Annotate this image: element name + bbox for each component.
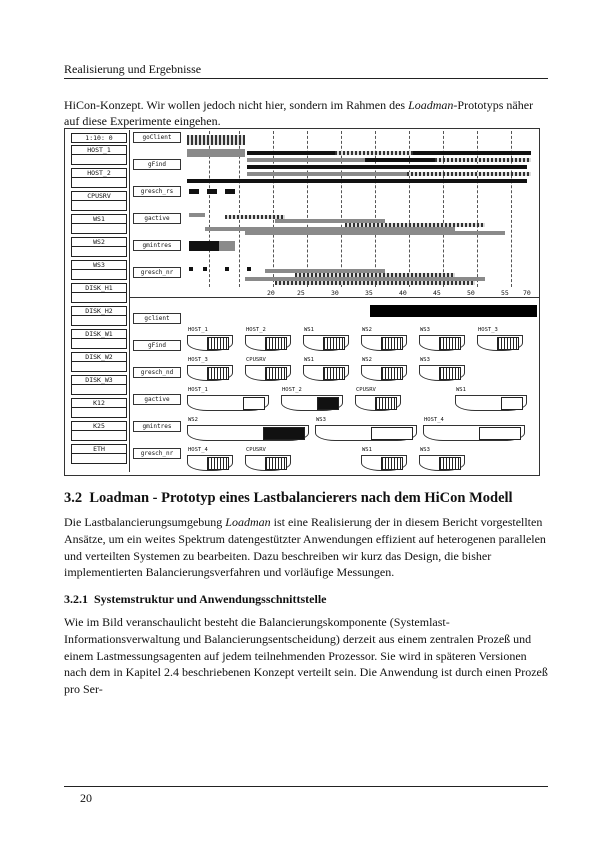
activity-segment bbox=[225, 267, 229, 271]
activity-segment bbox=[189, 189, 199, 194]
paragraph-system-structure: Wie im Bild veranschaulicht besteht die Balancierungskomponente (Systemlast-Informationsverwaltung und Balancierungsentscheidung) derzeit aus einem zentralen Prozeß und einem Lastmessungsagenten auf jedem teilnehmenden Prozessor. Sie wird in späteren Versionen nach dem in Kapitel 2.4 beschriebenen Konzept verteilt sein. Die Anwendung ist durch einen Prozeß pro Ser- bbox=[64, 615, 548, 697]
machine-eth: ETH bbox=[71, 444, 127, 464]
node-host-4: HOST_4 bbox=[423, 425, 525, 441]
activity-segment bbox=[225, 189, 235, 194]
node-ws3: WS3 bbox=[419, 365, 465, 381]
activity-segment bbox=[247, 172, 407, 176]
machine-k25: K25 bbox=[71, 421, 127, 441]
node-ws2: WS2 bbox=[187, 425, 309, 441]
node-host-4: HOST_4 bbox=[187, 455, 233, 471]
machine-host-1: HOST_1 bbox=[71, 145, 127, 165]
activity-segment bbox=[435, 158, 531, 162]
activity-segment bbox=[207, 189, 217, 194]
node-host-3: HOST_3 bbox=[477, 335, 523, 351]
activity-block bbox=[189, 241, 219, 251]
node-ws2: WS2 bbox=[361, 365, 407, 381]
axis-tick: 55 bbox=[501, 289, 509, 297]
time-counter: 1:10: 0 bbox=[71, 133, 127, 143]
machine-ws2: WS2 bbox=[71, 237, 127, 257]
node-ws1: WS1 bbox=[303, 365, 349, 381]
upper-proc-label: gactive bbox=[133, 213, 181, 224]
node-ws1: WS1 bbox=[361, 455, 407, 471]
node-diagram bbox=[185, 301, 537, 471]
activity-segment bbox=[247, 267, 251, 271]
activity-block bbox=[187, 135, 245, 145]
machine-disk-w1: DISK_W1 bbox=[71, 329, 127, 349]
upper-proc-label: gFind bbox=[133, 159, 181, 170]
axis-tick: 70 bbox=[523, 289, 531, 297]
activity-segment bbox=[247, 158, 367, 162]
paragraph-loadman: Die Lastbalancierungsumgebung Loadman ist eine Realisierung der in diesem Bericht vorgestellten Ansätze, um ein weites Spektrum datengestützter Anwendungen effizient auf heterogenen parallelen und verteilten Systemen zu bearbeiten. Dazu beschreiben wir kurz das Design, die bisher implementierten Balancierungsverfahren und vorläufige Messungen. bbox=[64, 515, 546, 580]
node-cpusrv: CPUSRV bbox=[245, 365, 291, 381]
footer-rule bbox=[64, 786, 548, 787]
activity-block bbox=[187, 149, 245, 157]
node-cpusrv: CPUSRV bbox=[355, 395, 401, 411]
header-rule bbox=[64, 78, 548, 79]
machine-disk-w3: DISK_W3 bbox=[71, 375, 127, 395]
activity-segment bbox=[189, 213, 205, 217]
gantt-timeline bbox=[185, 131, 535, 296]
lower-proc-label: gactive bbox=[133, 394, 181, 405]
activity-block bbox=[219, 241, 235, 251]
lower-proc-label: gFind bbox=[133, 340, 181, 351]
lower-proc-label: gresch_nr bbox=[133, 448, 181, 459]
upper-proc-label: gresch_rs bbox=[133, 186, 181, 197]
lower-proc-label: gclient bbox=[133, 313, 181, 324]
activity-segment bbox=[245, 231, 505, 235]
machine-host-2: HOST_2 bbox=[71, 168, 127, 188]
page-number: 20 bbox=[80, 791, 92, 805]
axis-tick: 20 bbox=[267, 289, 275, 297]
lower-proc-label: gmintres bbox=[133, 421, 181, 432]
load-bar bbox=[370, 305, 537, 317]
activity-segment bbox=[203, 267, 207, 271]
machine-cpusrv: CPUSRV bbox=[71, 191, 127, 211]
machine-disk-h2: DISK_H2 bbox=[71, 306, 127, 326]
node-host-2: HOST_2 bbox=[281, 395, 343, 411]
axis-tick: 30 bbox=[331, 289, 339, 297]
node-ws1: WS1 bbox=[303, 335, 349, 351]
subsection-heading: 3.2.1 Systemstruktur und Anwendungsschnittstelle bbox=[64, 592, 327, 606]
upper-proc-label: goClient bbox=[133, 132, 181, 143]
section-heading: 3.2 Loadman - Prototyp eines Lastbalancierers nach dem HiCon Modell bbox=[64, 490, 513, 506]
axis-tick: 50 bbox=[467, 289, 475, 297]
axis-tick: 45 bbox=[433, 289, 441, 297]
activity-segment bbox=[335, 151, 415, 155]
loadman-monitor-figure bbox=[64, 128, 540, 476]
intro-paragraph: HiCon-Konzept. Wir wollen jedoch nicht hier, sondern im Rahmen des Loadman-Prototyps näher auf diese Experimente eingehen. bbox=[64, 98, 534, 128]
figure-divider bbox=[130, 297, 539, 298]
axis-tick: 40 bbox=[399, 289, 407, 297]
node-ws3: WS3 bbox=[315, 425, 417, 441]
machine-disk-h1: DISK_H1 bbox=[71, 283, 127, 303]
node-host-1: HOST_1 bbox=[187, 335, 233, 351]
machine-ws1: WS1 bbox=[71, 214, 127, 234]
activity-segment bbox=[247, 165, 527, 169]
upper-proc-label: gmintres bbox=[133, 240, 181, 251]
activity-segment bbox=[413, 151, 531, 155]
activity-segment bbox=[275, 281, 475, 285]
node-host-2: HOST_2 bbox=[245, 335, 291, 351]
activity-segment bbox=[189, 267, 193, 271]
running-header: Realisierung und Ergebnisse bbox=[64, 62, 202, 76]
node-ws3: WS3 bbox=[419, 455, 465, 471]
activity-segment bbox=[365, 158, 435, 162]
node-ws1: WS1 bbox=[455, 395, 527, 411]
axis-tick: 25 bbox=[297, 289, 305, 297]
node-ws2: WS2 bbox=[361, 335, 407, 351]
machine-k12: K12 bbox=[71, 398, 127, 418]
node-host-3: HOST_3 bbox=[187, 365, 233, 381]
machine-disk-w2: DISK_W2 bbox=[71, 352, 127, 372]
activity-segment bbox=[187, 179, 527, 183]
node-ws3: WS3 bbox=[419, 335, 465, 351]
activity-segment bbox=[407, 172, 531, 176]
node-host-1: HOST_1 bbox=[187, 395, 269, 411]
axis-tick: 35 bbox=[365, 289, 373, 297]
machine-panel bbox=[66, 130, 130, 472]
upper-proc-label: gresch_nr bbox=[133, 267, 181, 278]
activity-segment bbox=[247, 151, 337, 155]
node-cpusrv: CPUSRV bbox=[245, 455, 291, 471]
lower-proc-label: gresch_nd bbox=[133, 367, 181, 378]
machine-ws3: WS3 bbox=[71, 260, 127, 280]
